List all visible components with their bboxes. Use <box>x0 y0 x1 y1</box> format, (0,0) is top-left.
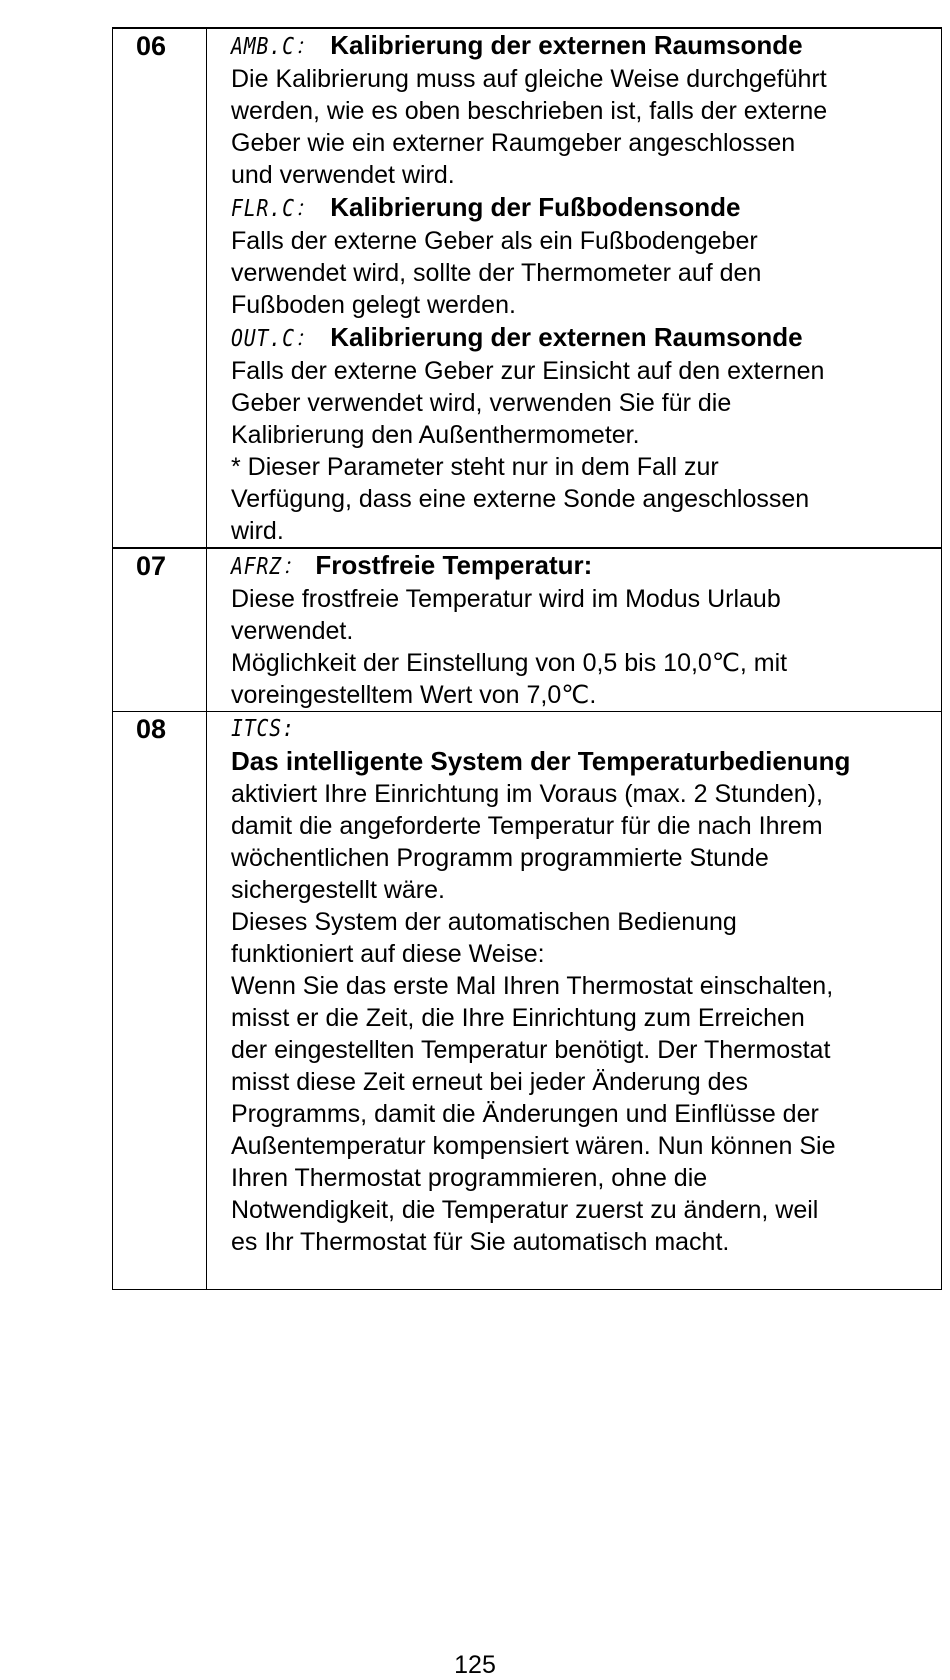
description-line: verwendet wird, sollte der Thermometer auf den <box>231 259 762 287</box>
parameter-number: 07 <box>113 548 207 712</box>
parameter-row <box>113 28 942 548</box>
parameter-number: 08 <box>113 712 207 1290</box>
parameter-heading-line <box>231 712 937 745</box>
parameter-heading: Frostfreie Temperatur: <box>315 550 593 580</box>
lcd-code-label: AMB.C： <box>231 34 316 60</box>
parameter-heading-line <box>231 191 937 225</box>
parameter-table <box>112 27 942 1290</box>
parameter-heading-line <box>231 549 937 583</box>
description-line: Möglichkeit der Einstellung von 0,5 bis 10,0℃, mit <box>231 649 788 677</box>
description-line: Ihren Thermostat programmieren, ohne die <box>231 1164 708 1192</box>
lcd-code-label: ITCS: <box>231 716 295 742</box>
page-number: 125 <box>454 1651 496 1679</box>
parameter-row <box>113 712 942 1290</box>
parameter-heading-line <box>231 321 937 355</box>
parameter-description <box>207 548 942 712</box>
description-line: es Ihr Thermostat für Sie automatisch macht. <box>231 1228 730 1256</box>
lcd-code-label: FLR.C： <box>231 196 316 222</box>
description-line: Diese frostfreie Temperatur wird im Modus Urlaub <box>231 585 781 613</box>
description-line: Falls der externe Geber zur Einsicht auf den externen <box>231 357 825 385</box>
parameter-heading: Kalibrierung der Fußbodensonde <box>330 192 741 222</box>
lcd-code-label: OUT.C： <box>231 326 316 352</box>
parameter-heading: Das intelligente System der Temperaturbedienung <box>231 746 851 776</box>
description-line: Fußboden gelegt werden. <box>231 291 516 319</box>
description-line: misst diese Zeit erneut bei jeder Änderung des <box>231 1068 748 1096</box>
description-line: Falls der externe Geber als ein Fußbodengeber <box>231 227 758 255</box>
parameter-heading-line <box>231 745 937 778</box>
description-line: voreingestelltem Wert von 7,0℃. <box>231 681 597 709</box>
parameter-description <box>207 28 942 548</box>
description-line: Geber verwendet wird, verwenden Sie für die <box>231 389 732 417</box>
description-line: damit die angeforderte Temperatur für die nach Ihrem <box>231 812 823 840</box>
description-line: wird. <box>231 517 284 545</box>
description-line: Außentemperatur kompensiert wären. Nun können Sie <box>231 1132 836 1160</box>
parameter-table-body <box>113 28 942 1290</box>
description-line: Notwendigkeit, die Temperatur zuerst zu ändern, weil <box>231 1196 819 1224</box>
description-line: der eingestellten Temperatur benötigt. Der Thermostat <box>231 1036 831 1064</box>
description-line: Wenn Sie das erste Mal Ihren Thermostat einschalten, <box>231 972 834 1000</box>
description-line: aktiviert Ihre Einrichtung im Voraus (max. 2 Stunden), <box>231 780 823 808</box>
description-line: verwendet. <box>231 617 354 645</box>
description-line: wöchentlichen Programm programmierte Stunde <box>231 844 769 872</box>
parameter-heading: Kalibrierung der externen Raumsonde <box>330 30 803 60</box>
parameter-heading-line <box>231 29 937 63</box>
description-line: Verfügung, dass eine externe Sonde angeschlossen <box>231 485 810 513</box>
description-line: Dieses System der automatischen Bedienung <box>231 908 737 936</box>
parameter-description <box>207 712 942 1290</box>
description-line: misst er die Zeit, die Ihre Einrichtung zum Erreichen <box>231 1004 805 1032</box>
description-line: Die Kalibrierung muss auf gleiche Weise durchgeführt <box>231 65 827 93</box>
description-line: Geber wie ein externer Raumgeber angeschlossen <box>231 129 796 157</box>
parameter-heading: Kalibrierung der externen Raumsonde <box>330 322 803 352</box>
description-line: werden, wie es oben beschrieben ist, falls der externe <box>231 97 828 125</box>
description-line: Kalibrierung den Außenthermometer. <box>231 421 640 449</box>
description-line: und verwendet wird. <box>231 161 455 189</box>
description-line: sichergestellt wäre. <box>231 876 445 904</box>
description-line: * Dieser Parameter steht nur in dem Fall zur <box>231 453 719 481</box>
description-line: Programms, damit die Änderungen und Einflüsse der <box>231 1100 819 1128</box>
description-line: funktioniert auf diese Weise: <box>231 940 545 968</box>
parameter-number: 06 <box>113 28 207 548</box>
lcd-code-label: AFRZ： <box>231 554 303 580</box>
parameter-row <box>113 548 942 712</box>
